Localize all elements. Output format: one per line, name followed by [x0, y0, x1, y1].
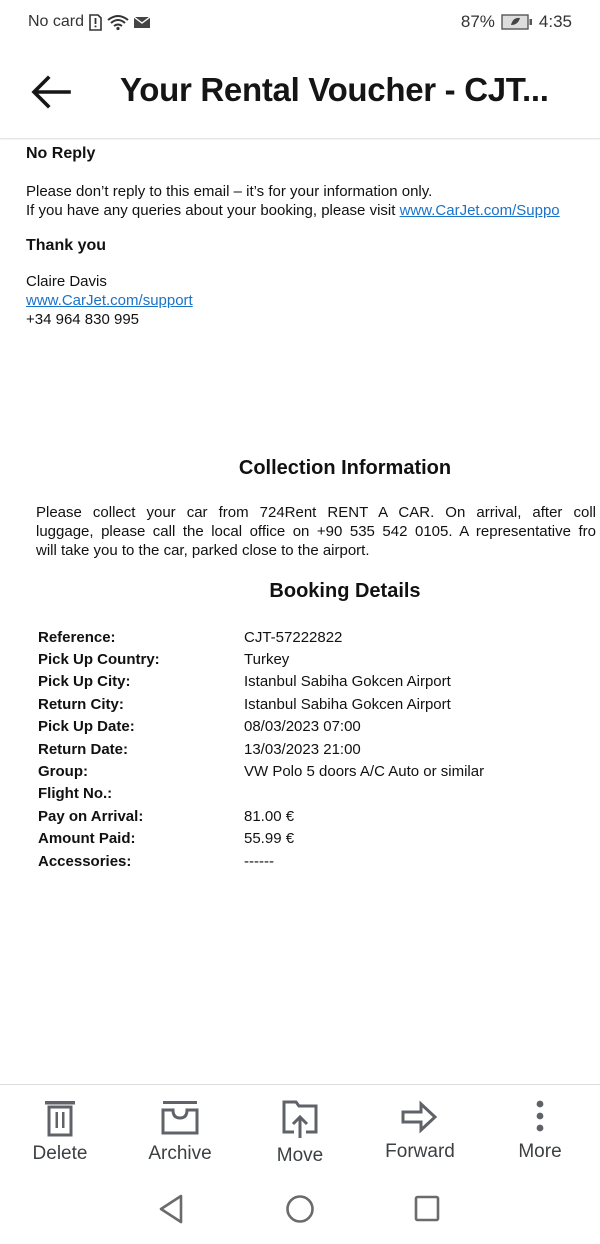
row-value: Istanbul Sabiha Gokcen Airport — [244, 673, 451, 691]
row-label: Reference: — [38, 628, 116, 646]
move-button[interactable] — [240, 1085, 360, 1177]
row-label: Group: — [38, 763, 88, 781]
row-label: Return City: — [38, 695, 124, 713]
email-body[interactable] — [0, 140, 600, 1084]
status-left — [28, 13, 150, 31]
table-row — [38, 783, 578, 805]
row-value: VW Polo 5 doors A/C Auto or similar — [244, 763, 485, 781]
table-row — [38, 850, 578, 872]
table-row — [38, 738, 578, 760]
app-bar — [0, 46, 600, 139]
signature-support-link[interactable]: www.CarJet.com/support — [26, 292, 193, 309]
home-circle-icon — [285, 1193, 315, 1225]
signature-name: Claire Davis — [26, 273, 107, 290]
table-row — [38, 626, 578, 648]
row-value: Turkey — [244, 651, 290, 669]
more-button[interactable] — [480, 1085, 600, 1177]
no-reply-text-line1: Please don’t reply to this email – it’s for your information only. — [26, 183, 433, 200]
row-label: Amount Paid: — [38, 830, 136, 848]
row-value: 13/03/2023 21:00 — [244, 740, 361, 758]
archive-icon — [160, 1099, 200, 1137]
table-row — [38, 693, 578, 715]
no-reply-heading: No Reply — [26, 145, 96, 162]
carrier-text: No card — [28, 13, 85, 30]
table-row — [38, 648, 578, 670]
forward-label: Forward — [385, 1141, 455, 1162]
row-value: CJT-57222822 — [244, 628, 343, 646]
collection-text — [36, 503, 596, 560]
move-label: Move — [276, 1145, 324, 1166]
more-label: More — [518, 1141, 562, 1162]
email-action-bar — [0, 1084, 600, 1178]
status-right — [461, 12, 572, 32]
row-value: 08/03/2023 07:00 — [244, 718, 361, 736]
delete-label: Delete — [32, 1143, 88, 1164]
row-label: Return Date: — [38, 740, 129, 758]
archive-button[interactable] — [120, 1085, 240, 1177]
back-button[interactable] — [30, 74, 72, 110]
forward-arrow-icon — [401, 1099, 439, 1135]
arrow-left-icon — [30, 74, 72, 110]
status-bar — [0, 0, 600, 46]
row-label: Flight No.: — [38, 785, 113, 803]
back-triangle-icon — [157, 1193, 185, 1225]
nav-recents-button[interactable] — [413, 1193, 441, 1230]
system-nav-bar — [0, 1177, 600, 1244]
table-row — [38, 760, 578, 782]
email-subject-title: Your Rental Voucher - CJT... — [120, 71, 549, 108]
delete-button[interactable] — [0, 1085, 120, 1177]
collection-line: Please collect your car from 724Rent RENT A CAR. On arrival, after coll — [36, 504, 596, 521]
row-label: Accessories: — [38, 852, 132, 870]
table-row — [38, 828, 578, 850]
table-row — [38, 716, 578, 738]
row-value: 55.99 € — [244, 830, 295, 848]
row-label: Pay on Arrival: — [38, 807, 144, 825]
booking-details-table — [38, 626, 578, 872]
move-folder-icon — [280, 1099, 320, 1139]
signature-phone: +34 964 830 995 — [26, 311, 140, 328]
row-label: Pick Up City: — [38, 673, 131, 691]
table-row — [38, 805, 578, 827]
battery-saver-icon — [501, 14, 533, 30]
more-vertical-icon — [534, 1099, 546, 1135]
sim-alert-icon — [89, 14, 102, 31]
row-label: Pick Up Date: — [38, 718, 135, 736]
recents-square-icon — [413, 1193, 441, 1225]
row-value: 81.00 € — [244, 807, 295, 825]
row-label: Pick Up Country: — [38, 651, 160, 669]
no-reply-text-line2 — [26, 201, 560, 220]
nav-home-button[interactable] — [285, 1193, 315, 1230]
row-value: ------ — [244, 852, 274, 870]
battery-percent: 87% — [460, 12, 495, 31]
thank-you-text: Thank you — [26, 237, 107, 254]
collection-heading: Collection Information — [238, 457, 452, 479]
support-link[interactable]: www.CarJet.com/Suppo — [399, 202, 560, 219]
clock: 4:35 — [538, 12, 572, 31]
forward-button[interactable] — [360, 1085, 480, 1177]
trash-icon — [43, 1099, 77, 1137]
nav-back-button[interactable] — [157, 1193, 185, 1230]
row-value: Istanbul Sabiha Gokcen Airport — [244, 695, 451, 713]
collection-line: luggage, please call the local office on +90 535 542 0105. A representative fro — [36, 523, 596, 540]
wifi-icon — [107, 14, 129, 31]
booking-heading: Booking Details — [269, 580, 421, 602]
collection-line: will take you to the car, parked close to the airport. — [36, 542, 370, 559]
table-row — [38, 671, 578, 693]
mail-icon — [134, 16, 150, 29]
no-reply-prefix: If you have any queries about your booking, please visit — [26, 202, 400, 219]
archive-label: Archive — [148, 1143, 212, 1164]
